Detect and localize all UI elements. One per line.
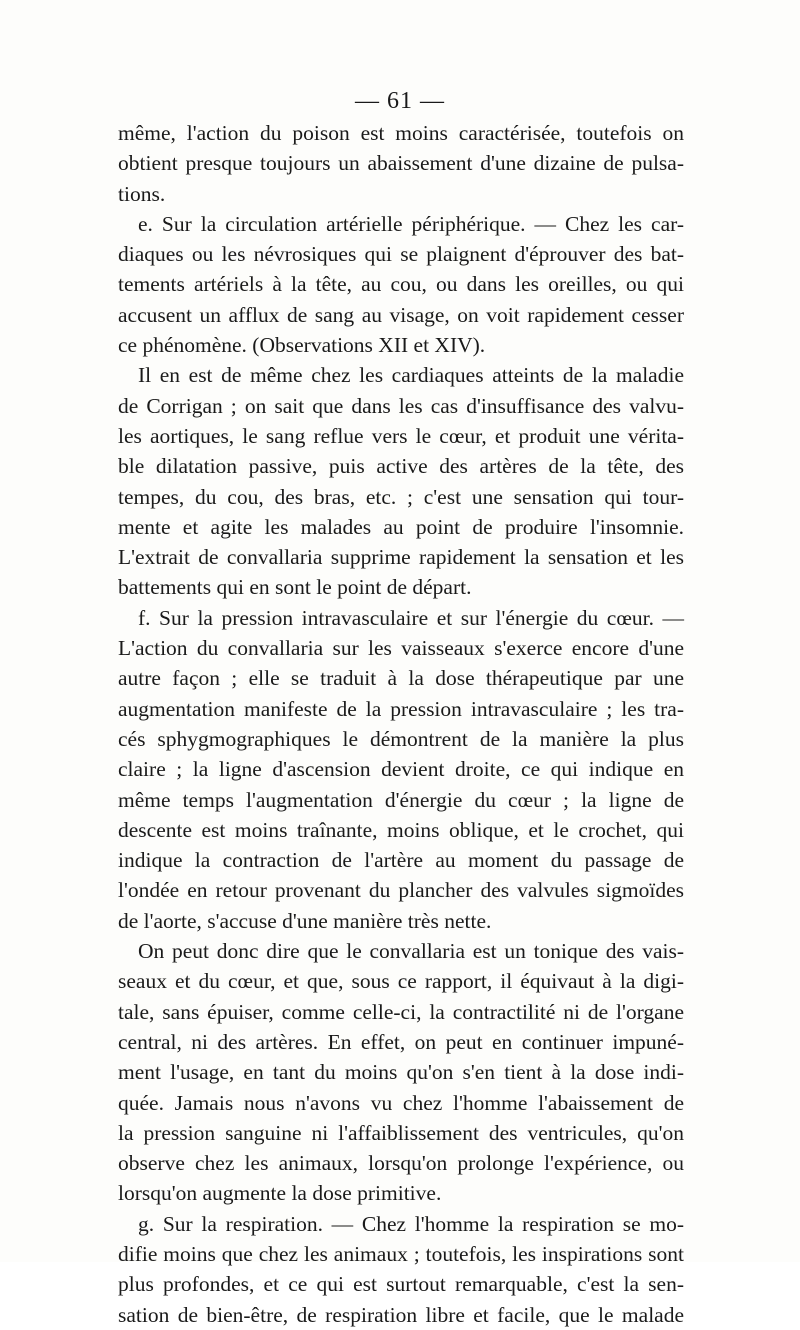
text-line: mente et agite les malades au point de produire l'insomnie. bbox=[118, 514, 684, 539]
text-line: claire ; la ligne d'ascension devient droite, ce qui indique en bbox=[118, 757, 684, 782]
text-line: descente est moins traînante, moins oblique, et le crochet, qui bbox=[118, 817, 684, 842]
text-line: quée. Jamais nous n'avons vu chez l'homme l'abaissement de bbox=[118, 1090, 684, 1115]
text-line: plus profondes, et ce qui est surtout remarquable, c'est la sen- bbox=[118, 1272, 684, 1297]
text-line: de Corrigan ; on sait que dans les cas d'insuffisance des valvu- bbox=[118, 393, 684, 418]
text-line: tempes, du cou, des bras, etc. ; c'est une sensation qui tour- bbox=[118, 484, 684, 509]
text-line: de l'aorte, s'accuse d'une manière très nette. bbox=[118, 908, 492, 933]
text-line: cés sphygmographiques le démontrent de la manière la plus bbox=[118, 726, 684, 751]
text-line: L'extrait de convallaria supprime rapidement la sensation et les bbox=[118, 545, 684, 570]
text-line: tale, sans épuiser, comme celle-ci, la contractilité ni de l'organe bbox=[118, 999, 684, 1024]
text-line: On peut donc dire que le convallaria est un tonique des vais- bbox=[138, 939, 684, 964]
text-line: indique la contraction de l'artère au moment du passage de bbox=[118, 848, 684, 873]
text-line: central, ni des artères. En effet, on peut en continuer impuné- bbox=[118, 1029, 684, 1054]
text-line: obtient presque toujours un abaissement d'une dizaine de pulsa- bbox=[118, 151, 684, 176]
text-line: ce phénomène. (Observations XII et XIV). bbox=[118, 333, 486, 358]
text-line: sation de bien-être, de respiration libre et facile, que le malade bbox=[118, 1302, 684, 1327]
text-line: observe chez les animaux, lorsqu'on prolonge l'expérience, ou bbox=[118, 1151, 684, 1176]
text-line: g. Sur la respiration. — Chez l'homme la respiration se mo- bbox=[138, 1211, 684, 1236]
text-line: seaux et du cœur, et que, sous ce rapport, il équivaut à la digi- bbox=[118, 969, 684, 994]
text-line: les aortiques, le sang reflue vers le cœur, et produit une vérita- bbox=[118, 423, 684, 448]
text-line: ble dilatation passive, puis active des artères de la tête, des bbox=[118, 454, 684, 479]
text-line: lorsqu'on augmente la dose primitive. bbox=[118, 1181, 442, 1206]
text-line: la pression sanguine ni l'affaiblissement des ventricules, qu'on bbox=[118, 1120, 684, 1145]
text-line: diaques ou les névrosiques qui se plaignent d'éprouver des bat- bbox=[118, 242, 684, 267]
text-line: f. Sur la pression intravasculaire et sur l'énergie du cœur. — bbox=[138, 605, 684, 630]
page-number: — 61 — bbox=[355, 88, 445, 114]
text-line: accusent un afflux de sang au visage, on voit rapidement cesser bbox=[118, 302, 684, 327]
text-line: difie moins que chez les animaux ; toutefois, les inspirations sont bbox=[118, 1241, 684, 1266]
text-line: augmentation manifeste de la pression intravasculaire ; les tra- bbox=[118, 696, 684, 721]
text-line: tements artériels à la tête, au cou, ou dans les oreilles, ou qui bbox=[118, 272, 684, 297]
text-line: tions. bbox=[118, 181, 166, 206]
text-line: ment l'usage, en tant du moins qu'on s'en tient à la dose indi- bbox=[118, 1060, 684, 1085]
text-line: autre façon ; elle se traduit à la dose thérapeutique par une bbox=[118, 666, 684, 691]
body-text bbox=[118, 118, 684, 1330]
text-line: Il en est de même chez les cardiaques atteints de la maladie bbox=[138, 363, 684, 388]
text-line: battements qui en sont le point de départ. bbox=[118, 575, 472, 600]
text-line: e. Sur la circulation artérielle périphérique. — Chez les car- bbox=[138, 211, 684, 236]
text-line: même temps l'augmentation d'énergie du cœur ; la ligne de bbox=[118, 787, 684, 812]
text-line: l'ondée en retour provenant du plancher des valvules sigmoïdes bbox=[118, 878, 684, 903]
text-line: même, l'action du poison est moins caractérisée, toutefois on bbox=[118, 121, 684, 145]
text-line: L'action du convallaria sur les vaisseaux s'exerce encore d'une bbox=[118, 636, 684, 661]
